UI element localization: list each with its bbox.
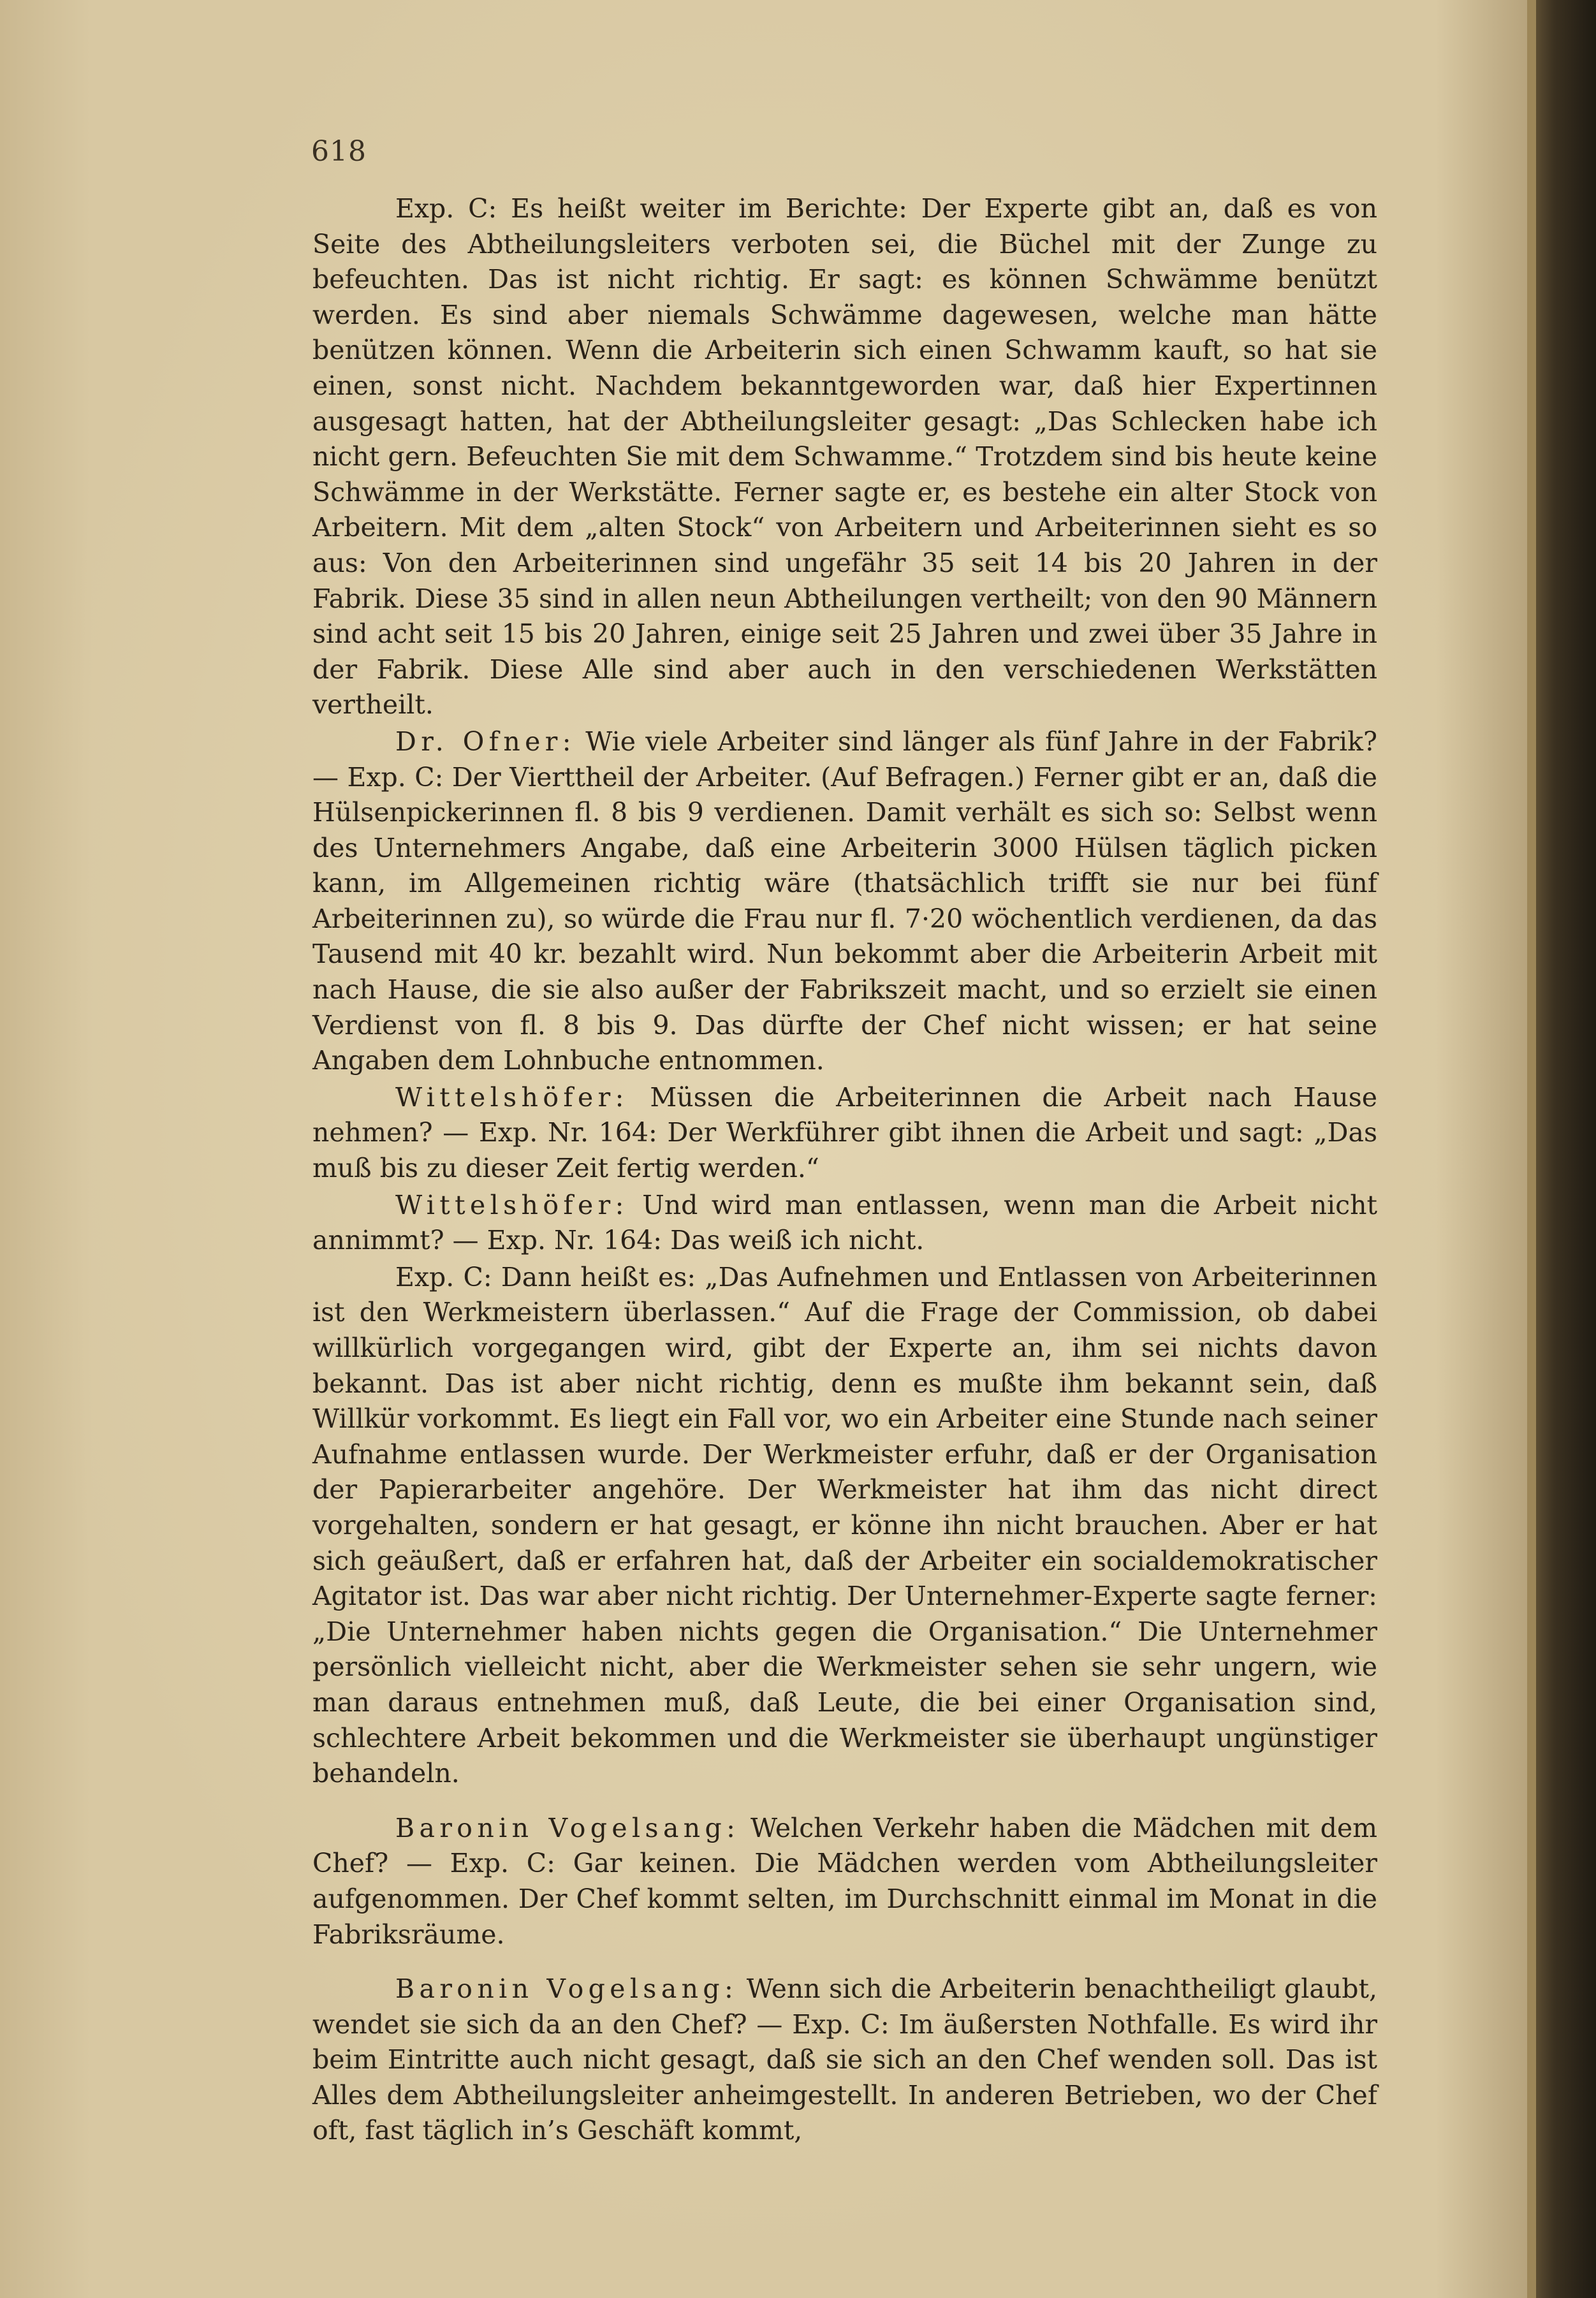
binding-edge — [1527, 0, 1536, 2298]
paragraph — [312, 1260, 1377, 1792]
paragraph — [312, 1972, 1377, 2149]
paragraph — [312, 1811, 1377, 1952]
paragraph-text: Exp. C: Es heißt weiter im Berichte: Der Experte gibt an, daß es von Seite des Abtheilungsleiters verboten sei, die Büchel mit der Zunge zu befeuchten. Das ist nicht richtig. Er sagt: es können Schwämme benützt werden. Es sind aber niemals Schwämme dagewesen, welche man hätte benützen können. Wenn die Arbeiterin sich einen Schwamm kauft, so hat sie einen, sonst nicht. Nachdem bekanntgeworden war, daß hier Expertinnen ausgesagt hatten, hat der Abtheilungsleiter gesagt: „Das Schlecken habe ich nicht gern. Befeuchten Sie mit dem Schwamme.“ Trotzdem sind bis heute keine Schwämme in der Werkstätte. Ferner sagte er, es bestehe ein alter Stock von Arbeitern. Mit dem „alten Stock“ von Arbeitern und Arbeiterinnen sieht es so aus: Von den Arbeiterinnen sind ungefähr 35 seit 14 bis 20 Jahren in der Fabrik. Diese 35 sind in allen neun Abtheilungen vertheilt; von den 90 Männern sind acht seit 15 bis 20 Jahren, einige seit 25 Jahren und zwei über 35 Jahre in der Fabrik. Diese Alle sind aber auch in den verschiedenen Werkstätten vertheilt. — [312, 193, 1377, 721]
book-spine-edge — [1527, 0, 1596, 2298]
page-number: 618 — [311, 135, 367, 168]
speaker-name: Baronin Vogelsang: — [395, 1812, 740, 1843]
paragraph-text: Und wird man entlassen, wenn man die Arbeit nicht annimmt? — Exp. Nr. 164: Das weiß ich nicht. — [312, 1189, 1377, 1256]
paragraph — [312, 1080, 1377, 1187]
paragraph — [312, 724, 1377, 1079]
paragraph-text: Welchen Verkehr haben die Mädchen mit dem Chef? — Exp. C: Gar keinen. Die Mädchen werden vom Abtheilungsleiter aufgenommen. Der Chef kommt selten, im Durchschnitt einmal im Monat in die Fabriksräume. — [312, 1812, 1377, 1950]
paragraph-text: Wenn sich die Arbeiterin benachtheiligt glaubt, wendet sie sich da an den Chef? — Exp. C: Im äußersten Nothfalle. Es wird ihr beim Eintritte auch nicht gesagt, daß sie sich an den Chef wenden soll. Das ist Alles dem Abtheilungsleiter anheimgestellt. In anderen Betrieben, wo der Chef oft, fast täglich in’s Geschäft kommt, — [312, 1973, 1377, 2146]
paragraph-text: Müssen die Arbeiterinnen die Arbeit nach Hause nehmen? — Exp. Nr. 164: Der Werkführer gibt ihnen die Arbeit und sagt: „Das muß bis zu dieser Zeit fertig werden.“ — [312, 1081, 1377, 1184]
paragraph-text: Wie viele Arbeiter sind länger als fünf Jahre in der Fabrik? — Exp. C: Der Vierttheil der Arbeiter. (Auf Befragen.) Ferner gibt er an, daß die Hülsenpickerinnen fl. 8 bis 9 verdienen. Damit verhält es sich so: Selbst wenn des Unternehmers Angabe, daß eine Arbeiterin 3000 Hülsen täglich picken kann, im Allgemeinen richtig wäre (thatsächlich trifft sie nur bei fünf Arbeiterinnen zu), so würde die Frau nur fl. 7·20 wöchentlich verdienen, da das Tausend mit 40 kr. bezahlt wird. Nun bekommt aber die Arbeiterin Arbeit mit nach Hause, die sie also außer der Fabrikszeit macht, und so erzielt sie einen Verdienst von fl. 8 bis 9. Das dürfte der Chef nicht wissen; er hat seine Angaben dem Lohnbuche entnommen. — [312, 726, 1378, 1076]
paragraph — [312, 191, 1377, 723]
paragraph — [312, 1188, 1377, 1259]
paragraph-text: Exp. C: Dann heißt es: „Das Aufnehmen und Entlassen von Arbeiterinnen ist den Werkmeistern überlassen.“ Auf die Frage der Commission, ob dabei willkürlich vorgegangen wird, gibt der Experte an, ihm sei nichts davon bekannt. Das ist aber nicht richtig, denn es mußte ihm bekannt sein, daß Willkür vorkommt. Es liegt ein Fall vor, wo ein Arbeiter eine Stunde nach seiner Aufnahme entlassen wurde. Der Werkmeister erfuhr, daß er der Organisation der Papierarbeiter angehöre. Der Werkmeister hat ihm das nicht direct vorgehalten, sondern er hat gesagt, er könne ihn nicht brauchen. Aber er hat sich geäußert, daß er erfahren hat, daß der Arbeiter ein socialdemokratischer Agitator ist. Das war aber nicht richtig. Der Unternehmer-Experte sagte ferner: „Die Unternehmer haben nichts gegen die Organisation.“ Die Unternehmer persönlich vielleicht nicht, aber die Werkmeister sehen sie sehr ungern, wie man daraus entnehmen muß, daß Leute, die bei einer Organisation sind, schlechtere Arbeit bekommen und die Werkmeister sie überhaupt ungünstiger behandeln. — [312, 1261, 1377, 1789]
speaker-name: Wittelshöfer: — [395, 1189, 629, 1220]
body-text — [312, 191, 1377, 2150]
speaker-name: Baronin Vogelsang: — [395, 1973, 738, 2005]
speaker-name: Dr. Ofner: — [395, 726, 576, 757]
speaker-name: Wittelshöfer: — [395, 1081, 629, 1113]
